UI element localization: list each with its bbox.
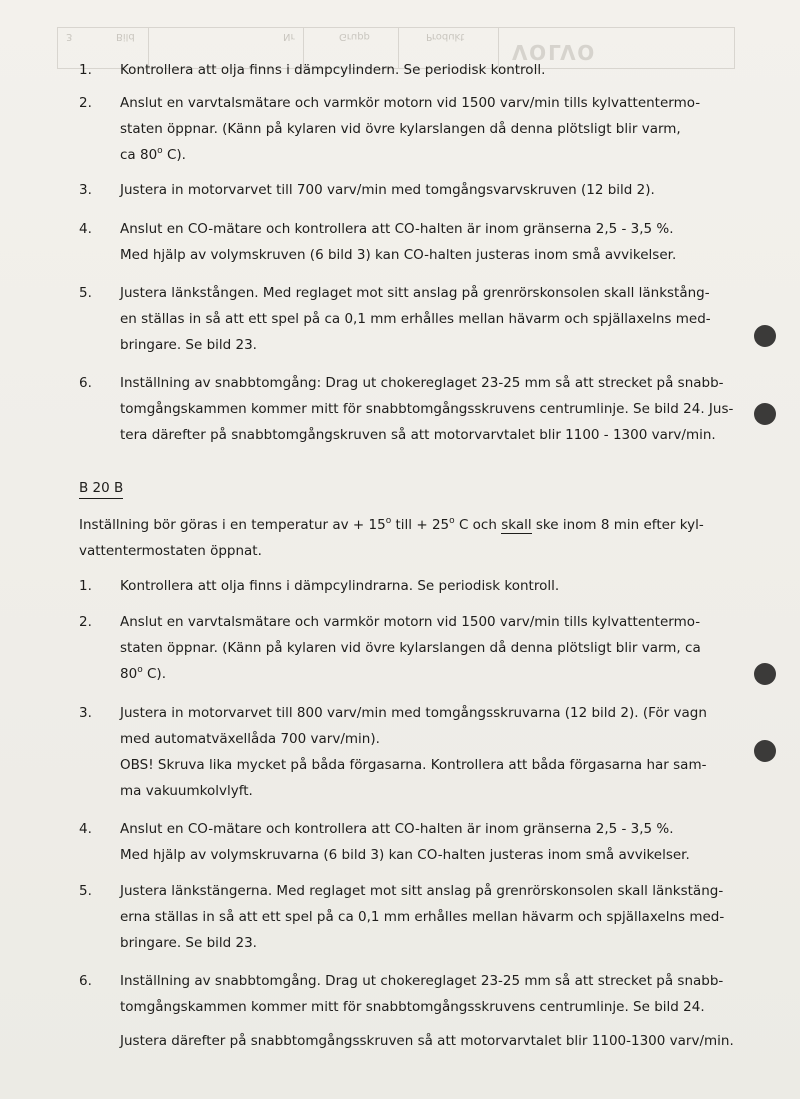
section-intro [79,512,729,564]
section-heading [79,480,123,496]
step-line: tomgångskammen kommer mitt för snabbtomgångsskruvens centrumlinje. Se bild 24. Jus- [120,401,734,417]
punch-hole [754,403,776,425]
step-number: 3. [79,705,92,721]
degree-mark: o [157,146,163,156]
temp-value: ca 80 [120,147,158,163]
intro-part: Inställning bör göras i en temperatur av + 15 [79,517,386,533]
step-number: 2. [79,614,92,630]
volvo-logo: VOLVO [512,40,597,64]
step-text [120,878,730,956]
header-label-nr: Nr [283,31,295,42]
step-line: tomgångskammen kommer mitt för snabbtomgångsskruvens centrumlinje. Se bild 24. [120,999,705,1015]
step-number: 1. [79,578,92,594]
step-text [120,700,730,804]
header-label-bild: Bild [116,31,135,42]
punch-hole [754,740,776,762]
step-line: staten öppnar. (Känn på kylaren vid övre kylarslangen då denna plötsligt blir varm, ca [120,640,701,656]
header-label-produkt: Produkt [426,31,465,42]
step-text [120,816,730,868]
step-line: Anslut en CO-mätare och kontrollera att CO-halten är inom gränserna 2,5 - 3,5 %. [120,221,674,237]
step-line: OBS! Skruva lika mycket på båda förgasarna. Kontrollera att båda förgasarna har sam- [120,757,707,773]
step-text [120,280,730,358]
step-line: bringare. Se bild 23. [120,935,257,951]
punch-hole [754,325,776,347]
step-line: Justera in motorvarvet till 800 varv/min med tomgångsskruvarna (12 bild 2). (För vagn [120,705,707,721]
step-text [120,177,730,203]
step-line [120,142,730,168]
step-line: en ställas in så att ett spel på ca 0,1 mm erhålles mellan hävarm och spjällaxelns med- [120,311,711,327]
intro-part: till + 25 [395,517,450,533]
degree-mark: o [385,516,392,526]
step-number: 3. [79,182,92,198]
step-line: staten öppnar. (Känn på kylaren vid övre kylarslangen då denna plötsligt blir varm, [120,121,681,137]
step-line: Justera därefter på snabbtomgångsskruven så att motorvarvtalet blir 1100-1300 varv/min. [120,1033,734,1049]
intro-part: C och [458,517,497,533]
step-text [120,216,730,268]
step-number: 5. [79,285,92,301]
step-line: Justera länkstången. Med reglaget mot sitt anslag på grenrörskonsolen skall länkstång- [120,285,710,301]
step-text [120,573,730,599]
step-line: Med hjälp av volymskruvarna (6 bild 3) kan CO-halten justeras inom små avvikelser. [120,847,690,863]
step-line: Anslut en CO-mätare och kontrollera att CO-halten är inom gränserna 2,5 - 3,5 %. [120,821,674,837]
step-text [120,57,730,83]
step-line: tera därefter på snabbtomgångskruven så att motorvarvtalet blir 1100 - 1300 varv/min. [120,427,716,443]
step-line [120,661,730,687]
temp-value: 80 [120,666,138,682]
header-page-mark: 3 [66,31,73,42]
step-number: 4. [79,821,92,837]
step-number: 4. [79,221,92,237]
step-line: Anslut en varvtalsmätare och varmkör motorn vid 1500 varv/min tills kylvattentermo- [120,614,701,630]
temp-unit: C). [147,666,166,682]
step-text [120,90,730,168]
degree-mark: o [449,516,455,526]
step-number: 6. [79,973,92,989]
step-line: Anslut en varvtalsmätare och varmkör motorn vid 1500 varv/min tills kylvattentermo- [120,95,701,111]
step-line: Justera länkstängerna. Med reglaget mot sitt anslag på grenrörskonsolen skall länkstäng- [120,883,724,899]
step-line: Inställning av snabbtomgång: Drag ut chokereglaget 23-25 mm så att strecket på snabb- [120,375,724,391]
step-line: med automatväxellåda 700 varv/min). [120,731,380,747]
punch-hole [754,663,776,685]
intro-line [79,512,729,538]
step-line: Kontrollera att olja finns i dämpcylindrarna. Se periodisk kontroll. [120,578,560,594]
step-number: 1. [79,62,92,78]
step-line: Inställning av snabbtomgång. Drag ut chokereglaget 23-25 mm så att strecket på snabb- [120,973,724,989]
degree-mark: o [137,665,143,675]
step-line: Kontrollera att olja finns i dämpcylindern. Se periodisk kontroll. [120,62,546,78]
step-line: ma vakuumkolvlyft. [120,783,253,799]
section-heading-text: B 20 B [79,480,123,499]
temp-unit: C). [166,147,186,163]
step-text [120,968,734,1054]
step-line: bringare. Se bild 23. [120,337,257,353]
step-line: erna ställas in så att ett spel på ca 0,1 mm erhålles mellan hävarm och spjällaxelns med- [120,909,725,925]
step-text [120,370,734,448]
step-number: 5. [79,883,92,899]
step-number: 2. [79,95,92,111]
intro-emphasis: skall [501,517,532,533]
step-number: 6. [79,375,92,391]
intro-line: vattentermostaten öppnat. [79,543,262,559]
intro-part: ske inom 8 min efter kyl- [535,517,704,533]
step-line: Med hjälp av volymskruven (6 bild 3) kan CO-halten justeras inom små avvikelser. [120,247,677,263]
step-line: Justera in motorvarvet till 700 varv/min med tomgångsvarvskruven (12 bild 2). [120,182,655,198]
step-text [120,609,730,687]
header-label-grupp: Grupp [339,31,370,42]
